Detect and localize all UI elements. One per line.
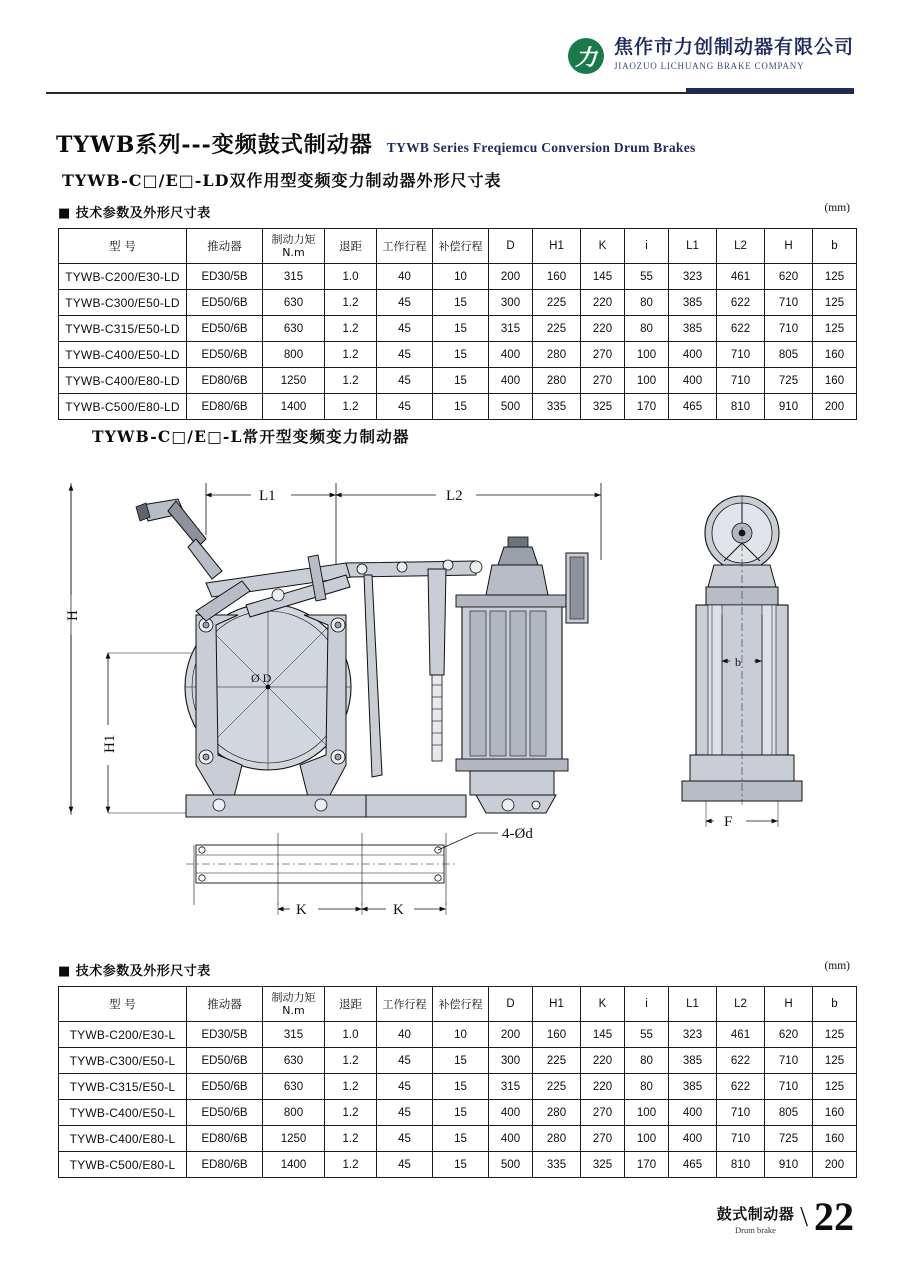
cell-value: 170 <box>625 1152 669 1178</box>
cell-value: 80 <box>625 1074 669 1100</box>
cell-value: 620 <box>765 1022 813 1048</box>
cell-value: 465 <box>669 394 717 420</box>
mid-heading-cn: TYWB-C□/E□-L常开型变频变力制动器 <box>92 427 410 446</box>
footer-label-cn: 鼓式制动器 <box>716 1205 795 1223</box>
cell-value: 1.0 <box>325 1022 377 1048</box>
cell-value: 400 <box>669 368 717 394</box>
col-retract: 退距 <box>325 229 377 264</box>
cell-value: 622 <box>717 290 765 316</box>
cell-value: 300 <box>489 1048 533 1074</box>
cell-value: 125 <box>813 1074 857 1100</box>
cell-value: 145 <box>581 1022 625 1048</box>
cell-value: 270 <box>581 1100 625 1126</box>
cell-value: 805 <box>765 1100 813 1126</box>
cell-model: TYWB-C500/E80-LD <box>59 394 187 420</box>
cell-value: 100 <box>625 342 669 368</box>
cell-value: 125 <box>813 264 857 290</box>
page-title-en: TYWB Series Freqiemcu Conversion Drum Brakes <box>386 140 696 155</box>
cell-value: 710 <box>765 290 813 316</box>
cell-value: 1400 <box>263 1152 325 1178</box>
table-row <box>59 1100 857 1126</box>
cell-model: TYWB-C200/E30-L <box>59 1022 187 1048</box>
cell-value: 225 <box>533 1048 581 1074</box>
unit-label-bottom: (mm) <box>824 960 850 972</box>
cell-value: 461 <box>717 1022 765 1048</box>
col-model: 型 号 <box>59 987 187 1022</box>
dim-label-h1: H1 <box>102 734 118 753</box>
cell-value: 622 <box>717 1074 765 1100</box>
cell-value: 280 <box>533 368 581 394</box>
cell-value: 160 <box>813 1100 857 1126</box>
cell-value: 630 <box>263 290 325 316</box>
table-row <box>59 316 857 342</box>
dim-label-h: H <box>65 610 81 621</box>
col-model: 型 号 <box>59 229 187 264</box>
col-i: i <box>625 987 669 1022</box>
cell-value: 200 <box>489 264 533 290</box>
table-header-row <box>59 987 857 1022</box>
col-comp-stroke: 补偿行程 <box>433 229 489 264</box>
table-row <box>59 394 857 420</box>
col-torque-line1: 制动力矩 <box>271 991 316 1004</box>
cell-value: 125 <box>813 1048 857 1074</box>
cell-value: 225 <box>533 316 581 342</box>
company-logo <box>568 36 854 74</box>
cell-value: 630 <box>263 1048 325 1074</box>
cell-value: 40 <box>377 1022 433 1048</box>
cell-value: 100 <box>625 1126 669 1152</box>
cell-value: 160 <box>813 368 857 394</box>
cell-model: TYWB-C400/E50-LD <box>59 342 187 368</box>
table-row <box>59 1022 857 1048</box>
col-b: b <box>813 987 857 1022</box>
cell-value: 1.2 <box>325 1126 377 1152</box>
col-b: b <box>813 229 857 264</box>
company-name-en: JIAOZUO LICHUANG BRAKE COMPANY <box>613 61 805 71</box>
brand-logo-icon: 力 <box>568 38 604 74</box>
cell-value: 710 <box>765 1048 813 1074</box>
cell-value: 325 <box>581 394 625 420</box>
cell-value: 710 <box>717 1100 765 1126</box>
cell-value: 1.2 <box>325 316 377 342</box>
cell-value: 15 <box>433 342 489 368</box>
cell-value: 500 <box>489 394 533 420</box>
cell-value: 45 <box>377 316 433 342</box>
page-number: 22 <box>814 1194 854 1239</box>
cell-value: 1.2 <box>325 1048 377 1074</box>
cell-value: 220 <box>581 1074 625 1100</box>
cell-value: 1.2 <box>325 394 377 420</box>
cell-value: 400 <box>489 368 533 394</box>
cell-value: 45 <box>377 1126 433 1152</box>
company-name-cn: 焦作市力创制动器有限公司 <box>613 36 854 58</box>
col-i: i <box>625 229 669 264</box>
col-torque <box>263 229 325 264</box>
col-d: D <box>489 229 533 264</box>
cell-model: TYWB-C300/E50-L <box>59 1048 187 1074</box>
cell-value: 280 <box>533 342 581 368</box>
cell-value: 200 <box>813 1152 857 1178</box>
footer-slash: \ <box>800 1202 808 1233</box>
cell-value: 465 <box>669 1152 717 1178</box>
cell-value: 1.2 <box>325 290 377 316</box>
page-title <box>56 128 696 159</box>
cell-value: 15 <box>433 290 489 316</box>
cell-value: 1250 <box>263 1126 325 1152</box>
cell-value: 220 <box>581 290 625 316</box>
cell-value: 315 <box>263 264 325 290</box>
cell-value: 810 <box>717 394 765 420</box>
cell-value: 45 <box>377 1100 433 1126</box>
unit-label-top: (mm) <box>824 202 850 214</box>
header-divider-accent <box>686 88 854 92</box>
table-row <box>59 1126 857 1152</box>
cell-value: ED30/5B <box>187 1022 263 1048</box>
cell-value: ED80/6B <box>187 1152 263 1178</box>
cell-value: 325 <box>581 1152 625 1178</box>
cell-value: 335 <box>533 394 581 420</box>
col-torque-line2: N.m <box>282 246 305 259</box>
section-label-top: ■ 技术参数及外形尺寸表 <box>58 206 211 221</box>
cell-value: 15 <box>433 1100 489 1126</box>
cell-value: 45 <box>377 342 433 368</box>
table-row <box>59 368 857 394</box>
table-header-row <box>59 229 857 264</box>
cell-value: 45 <box>377 290 433 316</box>
col-h: H <box>765 229 813 264</box>
cell-value: 160 <box>813 342 857 368</box>
cell-value: 270 <box>581 368 625 394</box>
col-work-stroke: 工作行程 <box>377 987 433 1022</box>
footer-label <box>717 1203 795 1235</box>
cell-model: TYWB-C315/E50-LD <box>59 316 187 342</box>
cell-value: 225 <box>533 290 581 316</box>
cell-value: 500 <box>489 1152 533 1178</box>
cell-model: TYWB-C400/E80-L <box>59 1126 187 1152</box>
cell-value: 220 <box>581 316 625 342</box>
cell-value: 315 <box>489 1074 533 1100</box>
cell-model: TYWB-C315/E50-L <box>59 1074 187 1100</box>
table-body-bottom <box>59 1022 857 1178</box>
cell-value: 160 <box>533 264 581 290</box>
col-l1: L1 <box>669 229 717 264</box>
cell-value: 160 <box>813 1126 857 1152</box>
cell-value: ED50/6B <box>187 1100 263 1126</box>
cell-value: 710 <box>765 1074 813 1100</box>
cell-value: 125 <box>813 1022 857 1048</box>
cell-value: 1.2 <box>325 1152 377 1178</box>
col-d: D <box>489 987 533 1022</box>
cell-value: 315 <box>263 1022 325 1048</box>
dim-label-b: b <box>735 655 741 669</box>
cell-value: 160 <box>533 1022 581 1048</box>
table-body-top <box>59 264 857 420</box>
cell-value: 125 <box>813 316 857 342</box>
dim-label-l1: L1 <box>259 488 276 504</box>
cell-value: 55 <box>625 1022 669 1048</box>
col-h1: H1 <box>533 987 581 1022</box>
cell-value: 100 <box>625 368 669 394</box>
col-l2: L2 <box>717 987 765 1022</box>
cell-value: 15 <box>433 316 489 342</box>
section-label-bottom: ■ 技术参数及外形尺寸表 <box>58 964 211 979</box>
cell-value: 270 <box>581 1126 625 1152</box>
cell-value: 15 <box>433 368 489 394</box>
cell-value: 335 <box>533 1152 581 1178</box>
cell-value: 385 <box>669 316 717 342</box>
cell-value: 725 <box>765 1126 813 1152</box>
cell-model: TYWB-C400/E50-L <box>59 1100 187 1126</box>
cell-value: 280 <box>533 1126 581 1152</box>
cell-value: 1.2 <box>325 342 377 368</box>
col-comp-stroke: 补偿行程 <box>433 987 489 1022</box>
cell-value: 400 <box>669 1126 717 1152</box>
col-actuator: 推动器 <box>187 987 263 1022</box>
cell-value: 630 <box>263 316 325 342</box>
company-name-block <box>614 36 854 71</box>
cell-value: 200 <box>813 394 857 420</box>
cell-value: ED80/6B <box>187 1126 263 1152</box>
cell-value: 1.2 <box>325 368 377 394</box>
cell-value: 300 <box>489 290 533 316</box>
cell-value: 80 <box>625 316 669 342</box>
dim-label-f: F <box>724 814 733 830</box>
cell-value: 710 <box>717 342 765 368</box>
col-h: H <box>765 987 813 1022</box>
cell-value: 622 <box>717 316 765 342</box>
col-work-stroke: 工作行程 <box>377 229 433 264</box>
cell-value: 1.0 <box>325 264 377 290</box>
cell-value: 315 <box>489 316 533 342</box>
cell-value: ED30/5B <box>187 264 263 290</box>
cell-value: 622 <box>717 1048 765 1074</box>
col-k: K <box>581 229 625 264</box>
col-h1: H1 <box>533 229 581 264</box>
cell-value: 170 <box>625 394 669 420</box>
dim-label-holes: 4-Ød <box>502 826 533 842</box>
cell-value: 800 <box>263 1100 325 1126</box>
page-footer <box>716 1194 854 1239</box>
cell-value: 10 <box>433 1022 489 1048</box>
table-row <box>59 264 857 290</box>
col-retract: 退距 <box>325 987 377 1022</box>
cell-value: 710 <box>765 316 813 342</box>
header-divider <box>46 92 854 94</box>
cell-value: ED80/6B <box>187 394 263 420</box>
cell-value: 145 <box>581 264 625 290</box>
cell-value: 220 <box>581 1048 625 1074</box>
cell-value: 55 <box>625 264 669 290</box>
cell-model: TYWB-C400/E80-LD <box>59 368 187 394</box>
cell-value: 1.2 <box>325 1074 377 1100</box>
col-actuator: 推动器 <box>187 229 263 264</box>
cell-value: 800 <box>263 342 325 368</box>
cell-model: TYWB-C500/E80-L <box>59 1152 187 1178</box>
cell-value: ED80/6B <box>187 368 263 394</box>
cell-value: 100 <box>625 1100 669 1126</box>
spec-table-l <box>58 986 857 1178</box>
cell-value: 725 <box>765 368 813 394</box>
cell-value: 710 <box>717 368 765 394</box>
cell-value: 910 <box>765 394 813 420</box>
cell-value: 400 <box>489 1100 533 1126</box>
col-l1: L1 <box>669 987 717 1022</box>
dim-label-l2: L2 <box>446 488 463 504</box>
col-torque-line1: 制动力矩 <box>271 233 316 246</box>
cell-model: TYWB-C300/E50-LD <box>59 290 187 316</box>
cell-value: 45 <box>377 1074 433 1100</box>
cell-value: ED50/6B <box>187 1074 263 1100</box>
cell-value: ED50/6B <box>187 290 263 316</box>
page-header <box>0 0 900 96</box>
cell-value: 80 <box>625 290 669 316</box>
cell-value: 1.2 <box>325 1100 377 1126</box>
cell-value: 323 <box>669 1022 717 1048</box>
cell-value: ED50/6B <box>187 316 263 342</box>
dim-label-d: Ø D <box>251 671 272 685</box>
technical-drawing <box>46 465 856 935</box>
dim-label-k-right: K <box>393 902 404 918</box>
cell-value: 323 <box>669 264 717 290</box>
cell-value: 400 <box>669 1100 717 1126</box>
cell-value: 125 <box>813 290 857 316</box>
cell-value: 1400 <box>263 394 325 420</box>
cell-value: 270 <box>581 342 625 368</box>
cell-value: 400 <box>489 1126 533 1152</box>
cell-value: 15 <box>433 394 489 420</box>
cell-value: 400 <box>489 342 533 368</box>
table-row <box>59 1048 857 1074</box>
col-k: K <box>581 987 625 1022</box>
page-title-cn: TYWB系列---变频鼓式制动器 <box>56 132 373 158</box>
cell-value: 385 <box>669 1048 717 1074</box>
cell-value: 45 <box>377 394 433 420</box>
cell-value: 10 <box>433 264 489 290</box>
cell-value: 40 <box>377 264 433 290</box>
cell-value: 15 <box>433 1048 489 1074</box>
cell-value: 630 <box>263 1074 325 1100</box>
cell-value: 15 <box>433 1152 489 1178</box>
cell-value: 810 <box>717 1152 765 1178</box>
col-torque <box>263 987 325 1022</box>
cell-value: 805 <box>765 342 813 368</box>
cell-value: 1250 <box>263 368 325 394</box>
footer-label-en: Drum brake <box>735 1225 776 1235</box>
col-torque-line2: N.m <box>282 1004 305 1017</box>
cell-model: TYWB-C200/E30-LD <box>59 264 187 290</box>
cell-value: 461 <box>717 264 765 290</box>
subtitle-cn: TYWB-C□/E□-LD双作用型变频变力制动器外形尺寸表 <box>62 171 502 190</box>
cell-value: 45 <box>377 1152 433 1178</box>
cell-value: 45 <box>377 1048 433 1074</box>
cell-value: 620 <box>765 264 813 290</box>
cell-value: ED50/6B <box>187 1048 263 1074</box>
cell-value: 385 <box>669 1074 717 1100</box>
cell-value: 400 <box>669 342 717 368</box>
cell-value: 385 <box>669 290 717 316</box>
spec-table-ld <box>58 228 857 420</box>
col-l2: L2 <box>717 229 765 264</box>
cell-value: 225 <box>533 1074 581 1100</box>
dim-label-k-left: K <box>296 902 307 918</box>
cell-value: 200 <box>489 1022 533 1048</box>
table-row <box>59 342 857 368</box>
cell-value: 15 <box>433 1074 489 1100</box>
cell-value: 710 <box>717 1126 765 1152</box>
table-row <box>59 1152 857 1178</box>
cell-value: ED50/6B <box>187 342 263 368</box>
cell-value: 15 <box>433 1126 489 1152</box>
cell-value: 280 <box>533 1100 581 1126</box>
table-row <box>59 290 857 316</box>
cell-value: 80 <box>625 1048 669 1074</box>
table-row <box>59 1074 857 1100</box>
cell-value: 910 <box>765 1152 813 1178</box>
cell-value: 45 <box>377 368 433 394</box>
